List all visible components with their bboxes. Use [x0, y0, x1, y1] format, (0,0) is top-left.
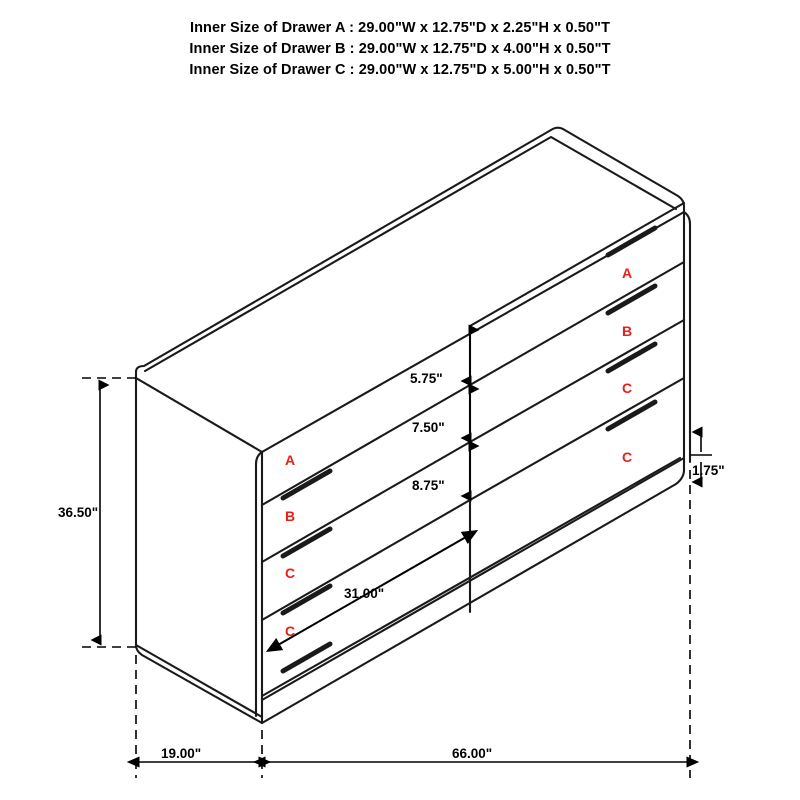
spec-line-drawer-c: Inner Size of Drawer C : 29.00"W x 12.75"D x 5.00"H x 0.50"T: [189, 62, 611, 78]
dimension-label-base-height: 1.75": [692, 463, 725, 478]
dimension-label-drawer-b-height: 7.50": [412, 420, 445, 435]
drawer-label-left-c2: C: [285, 623, 296, 639]
drawer-label-right-b: B: [622, 323, 633, 339]
dimension-label-depth: 19.00": [161, 746, 202, 761]
spec-line-drawer-a: Inner Size of Drawer A : 29.00"W x 12.75"D x 2.25"H x 0.50"T: [189, 20, 611, 36]
dimension-label-height: 36.50": [58, 505, 99, 520]
dimension-label-drawer-c-height: 8.75": [412, 478, 445, 493]
drawer-label-left-a: A: [285, 452, 296, 468]
drawer-label-right-c1: C: [622, 380, 633, 396]
dimension-label-width: 66.00": [452, 746, 493, 761]
dimension-label-interior-width: 31.00": [344, 586, 385, 601]
drawer-label-right-c2: C: [622, 449, 633, 465]
drawer-label-right-a: A: [622, 265, 633, 281]
dimension-label-drawer-a-height: 5.75": [410, 371, 443, 386]
spec-line-drawer-b: Inner Size of Drawer B : 29.00"W x 12.75"D x 4.00"H x 0.50"T: [189, 41, 611, 57]
drawer-label-left-c1: C: [285, 565, 296, 581]
drawer-label-left-b: B: [285, 508, 296, 524]
dimension-lines: [82, 330, 712, 778]
